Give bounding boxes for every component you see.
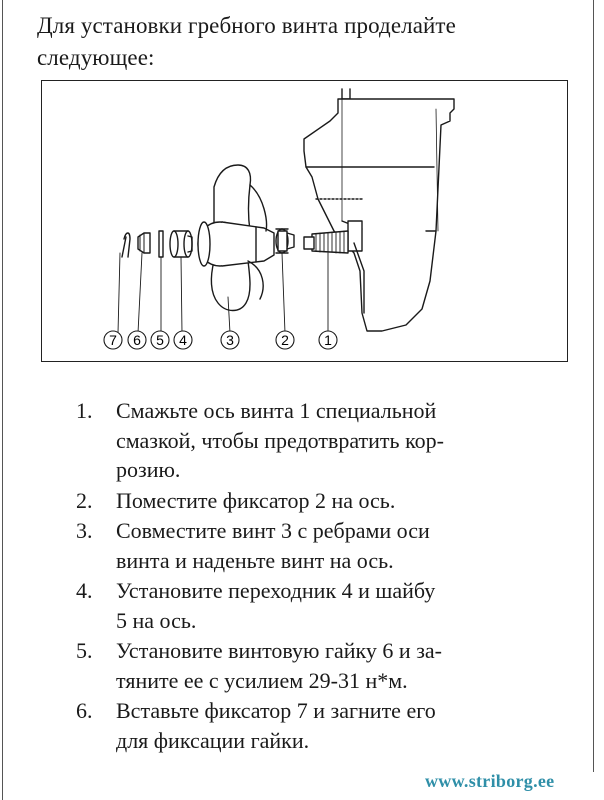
callout-1	[319, 331, 337, 349]
page-border-left	[2, 0, 3, 800]
propeller-nut	[138, 233, 150, 253]
intro-line-1: Для установки гребного винта проделайте	[37, 13, 456, 38]
step-number: 1.	[76, 398, 93, 423]
svg-text:1: 1	[324, 332, 332, 348]
step-item	[70, 636, 560, 695]
page-border-right	[593, 0, 594, 772]
callout-2	[276, 331, 294, 349]
step-item	[70, 516, 560, 575]
step-number: 4.	[76, 578, 93, 603]
callout-6	[128, 331, 146, 349]
cotter-pin	[122, 233, 130, 257]
propeller-shaft	[304, 231, 348, 253]
spacer	[170, 231, 192, 257]
callout-labels	[104, 331, 337, 349]
step-line: Установите переходник 4 и шайбу	[116, 578, 436, 603]
step-line: розию.	[116, 457, 181, 482]
step-number: 2.	[76, 487, 93, 513]
svg-text:2: 2	[281, 332, 289, 348]
intro-text	[37, 10, 582, 74]
step-number: 5.	[76, 638, 93, 663]
step-line: Смажьте ось винта 1 специальной	[116, 398, 437, 423]
svg-text:3: 3	[226, 332, 234, 348]
callout-3	[221, 331, 239, 349]
svg-text:5: 5	[156, 332, 164, 348]
step-line: Установите винтовую гайку 6 и за-	[116, 638, 442, 663]
step-number: 3.	[76, 518, 93, 543]
intro-line-2: следующее:	[37, 45, 155, 70]
callout-7	[104, 331, 122, 349]
step-line: Совместите винт 3 с ребрами оси	[116, 518, 430, 543]
washer	[159, 231, 163, 257]
gearcase-housing	[304, 89, 454, 331]
step-line: тяните ее с усилием 29-31 н*м.	[116, 667, 408, 693]
step-item	[70, 576, 560, 635]
step-number: 6.	[76, 698, 93, 723]
step-line: Вставьте фиксатор 7 и загните его	[116, 698, 436, 723]
installation-steps	[70, 396, 560, 756]
svg-text:7: 7	[109, 332, 117, 348]
thrust-washer	[276, 229, 294, 253]
propeller	[198, 165, 274, 311]
step-item	[70, 696, 560, 755]
step-line: винта и наденьте винт на ось.	[116, 547, 394, 573]
step-line: смазкой, чтобы предотвратить кор-	[116, 427, 444, 453]
step-item	[70, 396, 560, 485]
step-line: для фиксации гайки.	[116, 727, 310, 753]
svg-text:4: 4	[179, 332, 187, 348]
callout-5	[151, 331, 169, 349]
step-item	[70, 486, 560, 516]
watermark-link[interactable]: www.striborg.ee	[425, 771, 555, 791]
step-line: Поместите фиксатор 2 на ось.	[116, 487, 396, 513]
svg-text:6: 6	[133, 332, 141, 348]
step-line: 5 на ось.	[116, 607, 197, 633]
callout-4	[174, 331, 192, 349]
propeller-installation-figure	[41, 80, 568, 362]
